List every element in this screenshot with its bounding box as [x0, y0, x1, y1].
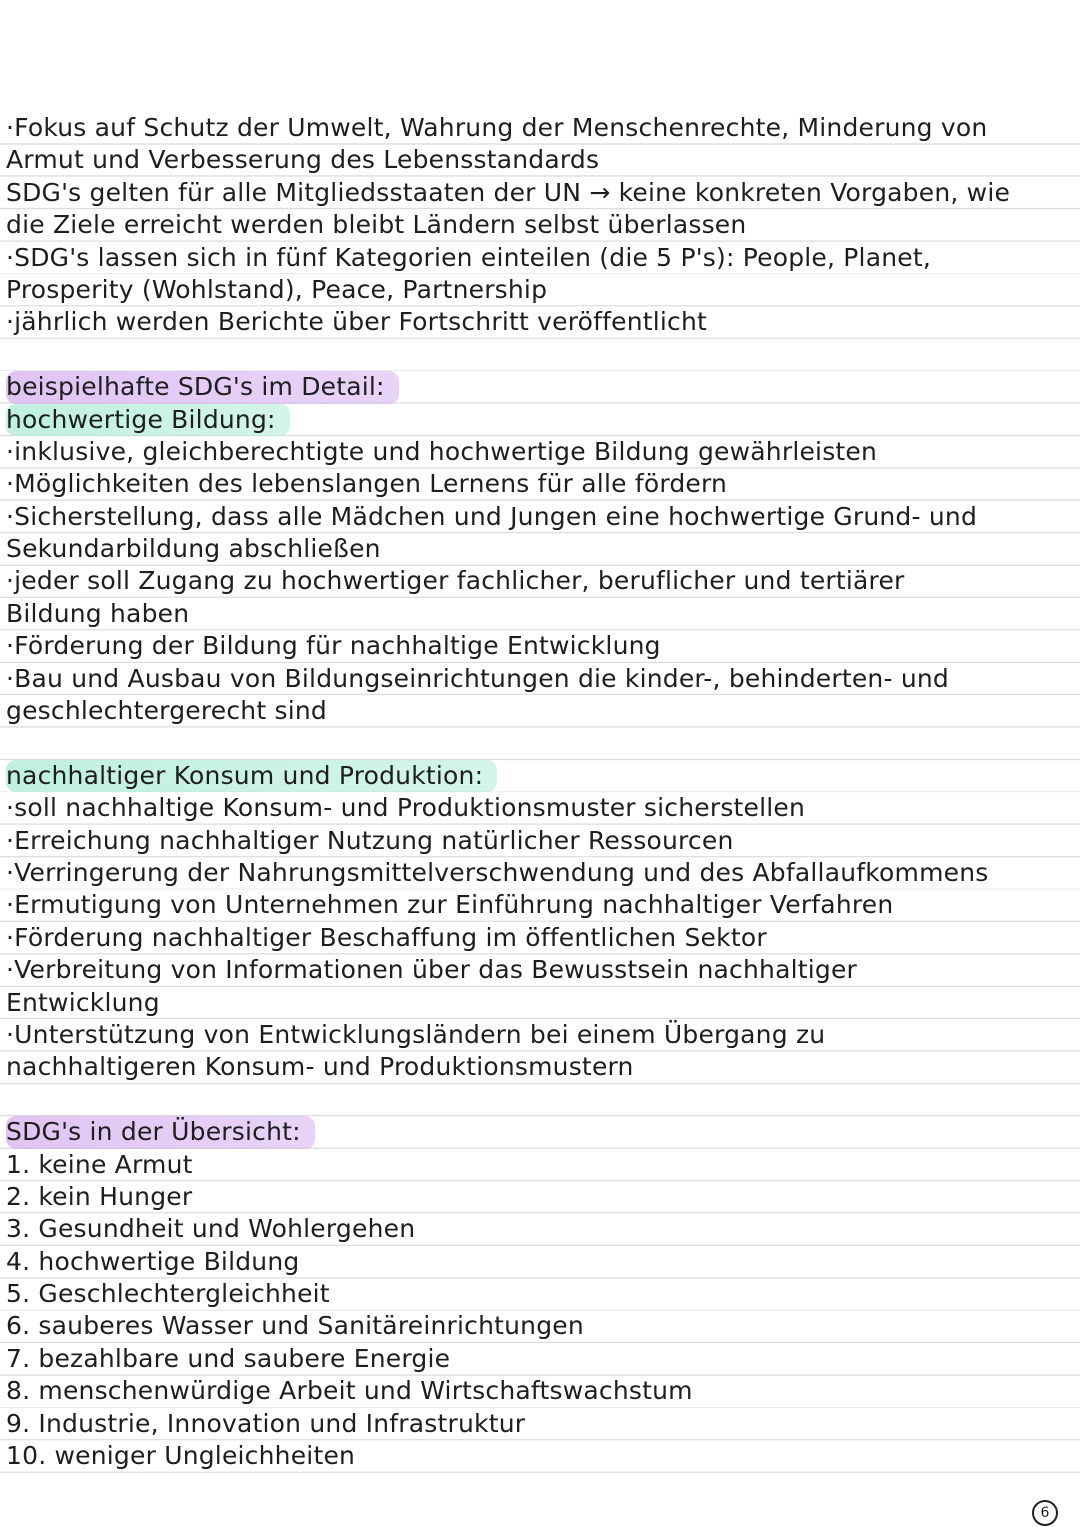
- intro-block: [0, 112, 1076, 339]
- notebook-page: [0, 112, 1076, 1472]
- note-line: ·Verbreitung von Informationen über das Bewusstsein nachhaltiger: [6, 955, 858, 985]
- note-line: nachhaltigeren Konsum- und Produktionsmustern: [6, 1052, 634, 1082]
- note-line: ·Unterstützung von Entwicklungsländern bei einem Übergang zu: [6, 1019, 826, 1049]
- note-line: ·Ermutigung von Unternehmen zur Einführung nachhaltiger Verfahren: [6, 890, 894, 920]
- page-bottom-margin: [0, 1478, 1080, 1527]
- consumption-list: [0, 792, 1076, 1084]
- page-top-margin: [0, 0, 1080, 108]
- note-line: ·Sicherstellung, dass alle Mädchen und Jungen eine hochwertige Grund- und: [6, 501, 978, 531]
- overview-list: [0, 1149, 1076, 1473]
- note-line: ·Möglichkeiten des lebenslangen Lernens für alle fördern: [6, 469, 728, 499]
- note-line: ·Förderung der Bildung für nachhaltige Entwicklung: [6, 631, 661, 661]
- blank-line: [0, 1084, 1076, 1116]
- note-line: ·inklusive, gleichberechtigte und hochwertige Bildung gewährleisten: [6, 436, 878, 466]
- note-line: Prosperity (Wohlstand), Peace, Partnership: [6, 274, 548, 304]
- list-item: 9. Industrie, Innovation und Infrastruktur: [6, 1408, 526, 1438]
- section-heading-overview: SDG's in der Übersicht:: [0, 1116, 1076, 1148]
- note-line: geschlechtergerecht sind: [6, 696, 327, 726]
- page-number: 6: [1032, 1500, 1058, 1526]
- education-list: [0, 436, 1076, 728]
- blank-line: [0, 339, 1076, 371]
- note-line: Sekundarbildung abschließen: [6, 534, 381, 564]
- list-item: 6. sauberes Wasser und Sanitäreinrichtungen: [6, 1311, 584, 1341]
- subheading-consumption: nachhaltiger Konsum und Produktion:: [0, 760, 1076, 792]
- note-line: ·Erreichung nachhaltiger Nutzung natürlicher Ressourcen: [6, 825, 734, 855]
- note-line: Entwicklung: [6, 987, 160, 1017]
- list-item: 3. Gesundheit und Wohlergehen: [6, 1214, 416, 1244]
- note-line: ·Verringerung der Nahrungsmittelverschwendung und des Abfallaufkommens: [6, 857, 989, 887]
- note-line: ·soll nachhaltige Konsum- und Produktionsmuster sicherstellen: [6, 793, 806, 823]
- list-item: 5. Geschlechtergleichheit: [6, 1279, 330, 1309]
- list-item: 8. menschenwürdige Arbeit und Wirtschaftswachstum: [6, 1376, 693, 1406]
- note-line: ·SDG's lassen sich in fünf Kategorien einteilen (die 5 P's): People, Planet,: [6, 242, 932, 272]
- list-item: 1. keine Armut: [6, 1149, 193, 1179]
- note-line: ·Fokus auf Schutz der Umwelt, Wahrung der Menschenrechte, Minderung von: [6, 113, 988, 142]
- note-line: Bildung haben: [6, 598, 190, 628]
- list-item: 7. bezahlbare und saubere Energie: [6, 1343, 451, 1373]
- note-line: die Ziele erreicht werden bleibt Ländern selbst überlassen: [6, 210, 747, 240]
- note-line: ·jeder soll Zugang zu hochwertiger fachlicher, beruflicher und tertiärer: [6, 566, 905, 596]
- note-line: ·Bau und Ausbau von Bildungseinrichtungen die kinder-, behinderten- und: [6, 663, 949, 693]
- list-item: 2. kein Hunger: [6, 1181, 193, 1211]
- list-item: 10. weniger Ungleichheiten: [6, 1441, 356, 1471]
- blank-line: [0, 727, 1076, 759]
- note-line: ·Förderung nachhaltiger Beschaffung im öffentlichen Sektor: [6, 922, 767, 952]
- note-line: SDG's gelten für alle Mitgliedsstaaten der UN → keine konkreten Vorgaben, wie: [6, 177, 1011, 207]
- note-line: ·jährlich werden Berichte über Fortschritt veröffentlicht: [6, 307, 708, 337]
- list-item: 4. hochwertige Bildung: [6, 1246, 300, 1276]
- subheading-education: hochwertige Bildung:: [0, 404, 1076, 436]
- note-line: Armut und Verbesserung des Lebensstandards: [6, 145, 600, 175]
- section-heading-examples: beispielhafte SDG's im Detail:: [0, 371, 1076, 403]
